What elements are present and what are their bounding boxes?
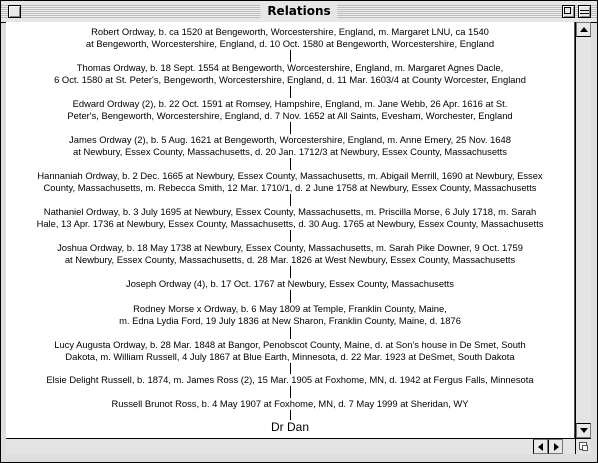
entry-line: Russell Brunot Ross, b. 4 May 1907 at Foxhome, MN, d. 7 May 1999 at Sheridan, WY	[111, 398, 469, 409]
relation-entry	[8, 206, 572, 230]
entry-line: m. Edna Lydia Ford, 19 July 1836 at New Sharon, Franklin County, Maine, d. 1876	[119, 315, 461, 326]
entry-line: at Newbury, Essex County, Massachusetts, d. 28 Mar. 1826 at West Newbury, Essex County, Massachusetts	[64, 254, 516, 265]
relation-entry	[8, 242, 572, 266]
vertical-scrollbar[interactable]	[575, 22, 591, 438]
scroll-down-arrow-icon[interactable]	[576, 423, 591, 438]
scroll-right-arrow-icon[interactable]	[548, 439, 563, 454]
relation-entry	[8, 398, 572, 410]
entry-line: Joshua Ordway, b. 18 May 1738 at Newbury, Essex County, Massachusetts, m. Sarah Pike Downer, 9 Oct. 1759	[57, 242, 523, 253]
relation-entry	[8, 26, 572, 50]
relation-entry	[8, 62, 572, 86]
entry-line: Hannaniah Ordway, b. 2 Dec. 1665 at Newbury, Essex County, Massachusetts, m. Abigail Merrill, 1690 at Newbury, Essex	[37, 170, 543, 181]
window-title: Relations	[260, 4, 337, 19]
entry-line: Peter's, Bengeworth, Worcestershire, England, d. 7 Nov. 1652 at All Saints, Evesham, Worchester, England	[67, 110, 513, 121]
relation-entry	[8, 339, 572, 363]
relation-entry	[8, 134, 572, 158]
entry-line: Edward Ordway (2), b. 22 Oct. 1591 at Romsey, Hampshire, England, m. Jane Webb, 26 Apr. 1616 at St.	[72, 98, 508, 109]
entry-line: Nathaniel Ordway, b. 3 July 1695 at Newbury, Essex County, Massachusetts, m. Priscilla Morse, 6 July 1718, m. Sarah	[43, 206, 537, 217]
close-box-button[interactable]	[8, 5, 21, 18]
zoom-box-button[interactable]	[562, 5, 575, 18]
collapse-box-button[interactable]	[578, 5, 591, 18]
relations-chart	[6, 22, 575, 439]
title-bar[interactable]	[1, 1, 597, 23]
entry-line: Lucy Augusta Ordway, b. 28 Mar. 1848 at Bangor, Penobscot County, Maine, d. at Son's house in De Smet, South	[54, 339, 526, 350]
horizontal-scrollbar[interactable]	[6, 438, 575, 454]
entry-line: Rodney Morse x Ordway, b. 6 May 1809 at Temple, Franklin County, Maine,	[133, 303, 447, 314]
entry-line: 6 Oct. 1580 at St. Peter's, Bengeworth, Worcestershire, England, d. 11 Mar. 1603/4 at County Worcester, England	[54, 74, 526, 85]
owner-label: Dr Dan	[270, 420, 309, 434]
relation-entry	[8, 303, 572, 327]
entry-line: Dakota, m. William Russell, 4 July 1867 at Blue Earth, Minnesota, d. 22 Mar. 1923 at DeSmet, South Dakota	[65, 351, 515, 362]
entry-line: James Ordway (2), b. 5 Aug. 1621 at Bengeworth, Worcestershire, England, m. Anne Emery, 25 Nov. 1648	[69, 134, 511, 145]
scroll-up-arrow-icon[interactable]	[576, 22, 591, 37]
entry-line: Hale, 13 Apr. 1736 at Newbury, Essex County, Massachusetts, d. 30 Aug. 1765 at Newbury, Essex County, Massachusetts	[36, 218, 544, 229]
entry-line: Joseph Ordway (4), b. 17 Oct. 1767 at Newbury, Essex County, Massachusetts	[126, 278, 454, 289]
relation-entry	[8, 98, 572, 122]
relation-entry	[8, 374, 572, 386]
entry-line: County, Massachusetts, m. Rebecca Smith, 12 Mar. 1710/1, d. 2 June 1758 at Newbury, Essex County, Massachusetts	[43, 182, 537, 193]
entry-line: Elsie Delight Russell, b. 1874, m. James Ross (2), 15 Mar. 1905 at Foxhome, MN, d. 1942 at Fergus Falls, Minnesota	[46, 374, 534, 385]
resize-grow-box-icon[interactable]	[575, 438, 591, 454]
relation-entry	[8, 170, 572, 194]
entry-line: at Bengeworth, Worcestershire, England, d. 10 Oct. 1580 at Bengeworth, Worcestershire, England	[85, 38, 495, 49]
entry-line: Thomas Ordway, b. 18 Sept. 1554 at Bengeworth, Worcestershire, England, m. Margaret Agnes Dacle,	[76, 62, 504, 73]
scroll-left-arrow-icon[interactable]	[533, 439, 548, 454]
relation-entry	[8, 278, 572, 290]
connector-line	[290, 36, 291, 428]
entry-line: at Newbury, Essex County, Massachusetts, d. 20 Jan. 1712/3 at Newbury, Essex County, Massachusetts	[73, 146, 507, 157]
entry-line: Robert Ordway, b. ca 1520 at Bengeworth, Worcestershire, England, m. Margaret LNU, ca 1540	[91, 26, 489, 37]
